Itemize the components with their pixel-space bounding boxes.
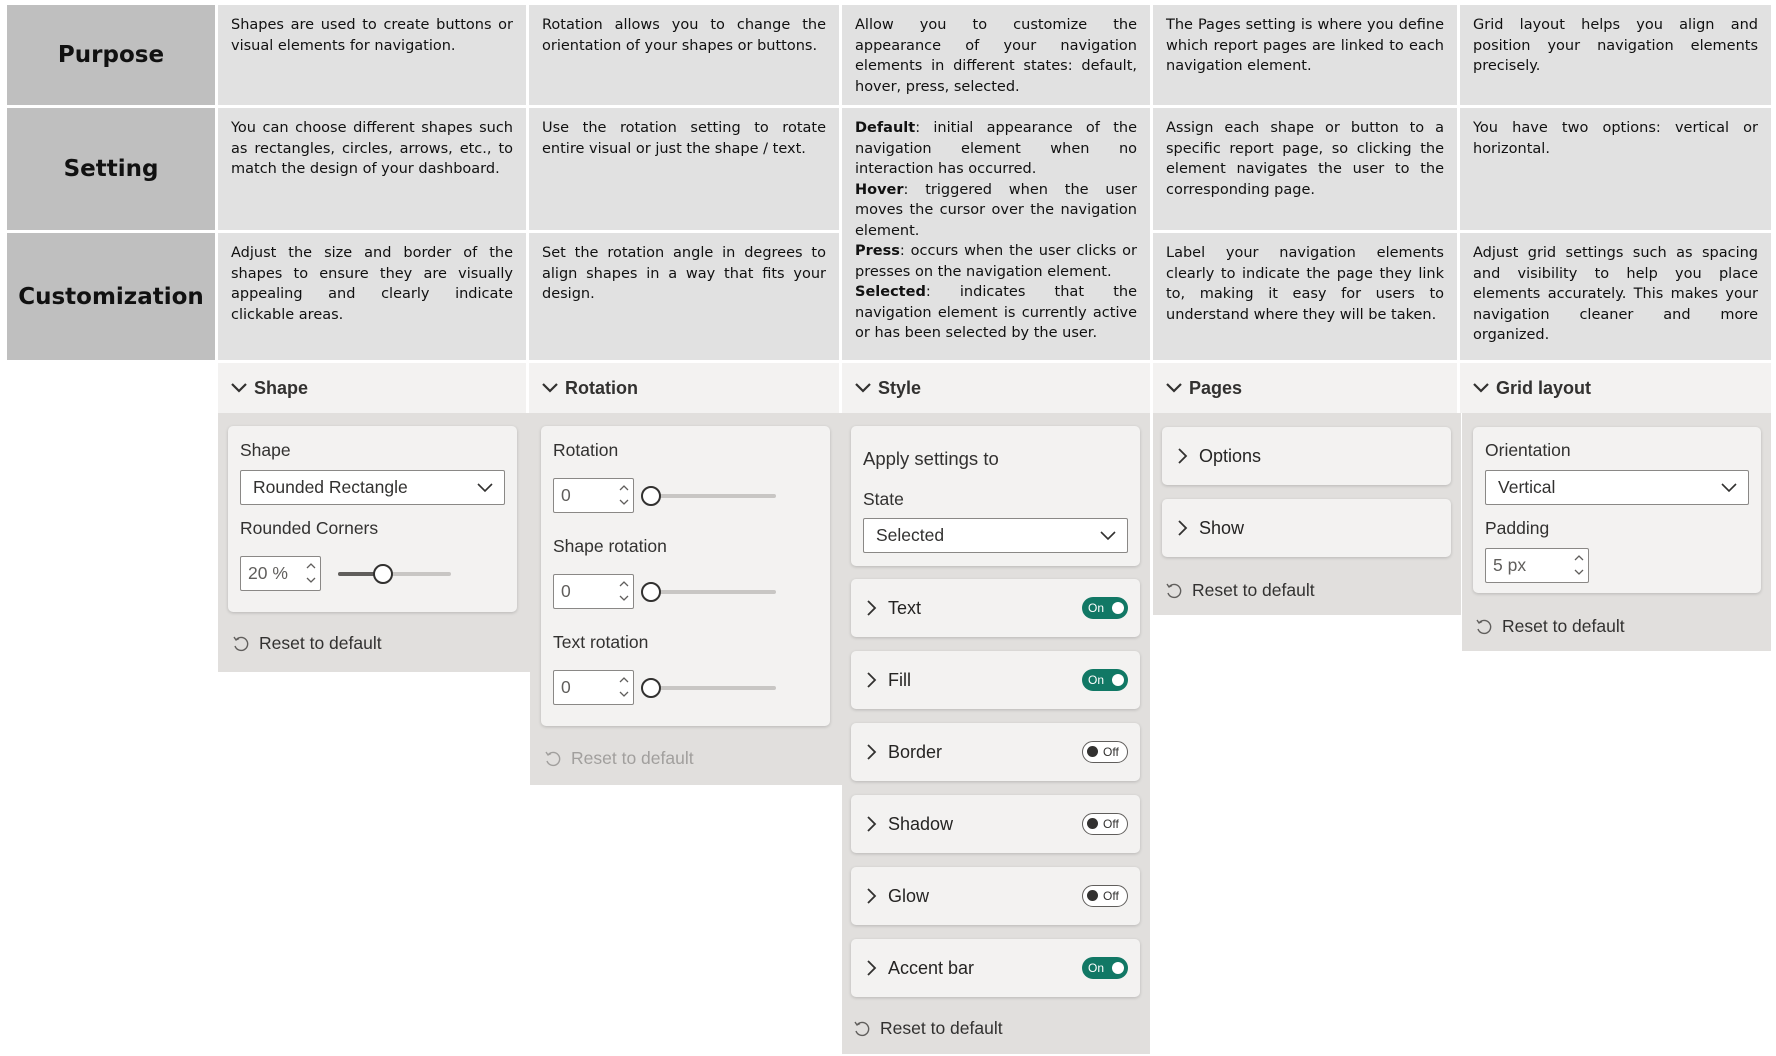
shape-rotation-spinner[interactable] — [553, 574, 634, 609]
fill-toggle[interactable] — [1082, 669, 1128, 691]
cell-custom-rotation — [529, 233, 839, 360]
pane-title: Grid layout — [1496, 377, 1592, 398]
grid-layout-card — [1473, 427, 1761, 593]
shape-pane-header[interactable] — [218, 363, 526, 413]
reset-icon — [853, 1020, 871, 1038]
spin-arrows-icon[interactable] — [618, 482, 630, 508]
chevron-down-icon — [1163, 377, 1185, 399]
pages-section-show[interactable] — [1162, 499, 1451, 557]
cell-purpose-pages — [1153, 5, 1457, 105]
border-toggle[interactable] — [1082, 741, 1128, 763]
chevron-right-icon — [864, 599, 880, 617]
chevron-right-icon — [864, 959, 880, 977]
apply-settings-card — [851, 426, 1140, 566]
section-label: Show — [1199, 517, 1245, 538]
text-rotation-spinner[interactable] — [553, 670, 634, 705]
padding-label: Padding — [1485, 518, 1550, 538]
pane-title: Pages — [1189, 377, 1243, 398]
toggle-label: On — [1088, 601, 1105, 615]
rounded-corners-label: Rounded Corners — [240, 518, 379, 538]
cell-text: Adjust the size and border of the shapes to ensure they are visually appealing and clearly indicate clickable areas. — [231, 245, 513, 323]
pages-section-options[interactable] — [1162, 427, 1451, 485]
orientation-dropdown-value: Vertical — [1498, 477, 1556, 497]
reset-label: Reset to default — [1502, 616, 1625, 636]
style-pane-header[interactable] — [842, 363, 1150, 413]
grid-layout-reset-button[interactable] — [1475, 616, 1625, 637]
style-section-text[interactable] — [851, 579, 1140, 637]
shape-card — [228, 426, 517, 612]
cell-text: Set the rotation angle in degrees to align shapes in a way that fits your design. — [542, 245, 826, 302]
chevron-right-icon — [1175, 519, 1191, 537]
style-section-border[interactable] — [851, 723, 1140, 781]
section-label: Options — [1199, 445, 1262, 466]
state-dropdown-value: Selected — [876, 525, 945, 545]
cell-purpose-shape — [218, 5, 526, 105]
cell-custom-grid — [1460, 233, 1771, 360]
toggle-knob — [1112, 602, 1124, 614]
text-rotation-slider-track[interactable] — [651, 686, 776, 690]
state-text: : initial appearance of the navigation element when no interaction has occurred. — [855, 120, 1137, 177]
chevron-right-icon — [864, 743, 880, 761]
text-toggle[interactable] — [1082, 597, 1128, 619]
reset-icon — [232, 635, 250, 653]
section-label: Border — [888, 741, 943, 762]
reset-label: Reset to default — [259, 633, 382, 653]
cell-text: Adjust grid settings such as spacing and visibility to help you place elements accurately. This makes your navigation cleaner and more organized. — [1473, 245, 1758, 343]
section-label: Glow — [888, 885, 930, 906]
rotation-spinner[interactable] — [553, 478, 634, 513]
glow-toggle[interactable] — [1082, 885, 1128, 907]
pane-title: Style — [878, 377, 922, 398]
state-text: : occurs when the user clicks or presses on the navigation element. — [855, 243, 1137, 280]
cell-setting-rotation — [529, 108, 839, 230]
cell-text: The Pages setting is where you define which report pages are linked to each navigation element. — [1166, 17, 1444, 74]
toggle-label: On — [1088, 673, 1105, 687]
reset-icon — [544, 750, 562, 768]
rotation-slider-thumb[interactable] — [641, 486, 661, 506]
state-term: Hover — [855, 181, 904, 198]
shape-label: Shape — [240, 440, 291, 460]
toggle-knob — [1112, 674, 1124, 686]
accent-bar-toggle[interactable] — [1082, 957, 1128, 979]
orientation-dropdown[interactable] — [1485, 470, 1749, 505]
cell-purpose-style — [842, 5, 1150, 105]
pane-title: Rotation — [565, 377, 638, 398]
style-section-fill[interactable] — [851, 651, 1140, 709]
pages-reset-button[interactable] — [1165, 580, 1315, 601]
shape-rotation-value: 0 — [561, 581, 571, 601]
cell-text: Allow you to customize the appearance of your navigation elements in different states: default, hover, press, selected. — [855, 17, 1137, 95]
reset-label: Reset to default — [880, 1018, 1003, 1038]
chevron-down-icon — [852, 377, 874, 399]
shape-rotation-slider-thumb[interactable] — [641, 582, 661, 602]
cell-purpose-rotation — [529, 5, 839, 105]
chevron-down-icon — [476, 482, 494, 494]
chevron-down-icon — [228, 377, 250, 399]
state-text: : triggered when the user moves the cursor over the navigation element. — [855, 181, 1137, 239]
cell-purpose-grid — [1460, 5, 1771, 105]
state-term: Default — [855, 120, 916, 136]
toggle-label: On — [1088, 961, 1105, 975]
chevron-right-icon — [1175, 447, 1191, 465]
style-state-default — [855, 118, 1137, 180]
text-rotation-slider-thumb[interactable] — [641, 678, 661, 698]
text-rotation-value: 0 — [561, 677, 571, 697]
section-label: Shadow — [888, 813, 954, 834]
padding-value: 5 px — [1493, 555, 1527, 575]
spin-arrows-icon[interactable] — [305, 560, 317, 586]
cell-custom-pages — [1153, 233, 1457, 360]
rounded-corners-value: 20 % — [248, 563, 288, 583]
row-header-purpose: Purpose — [7, 5, 215, 105]
toggle-label: Off — [1103, 745, 1119, 759]
rotation-label: Rotation — [553, 440, 619, 460]
chevron-right-icon — [864, 815, 880, 833]
rotation-value: 0 — [561, 485, 571, 505]
spin-arrows-icon[interactable] — [1573, 552, 1585, 578]
cell-text: Shapes are used to create buttons or visual elements for navigation. — [231, 17, 513, 54]
row-header-customization: Customization — [7, 233, 215, 360]
cell-text: Assign each shape or button to a specific report page, so clicking the element navigates the user to the corresponding page. — [1166, 120, 1444, 198]
chevron-down-icon — [1470, 377, 1492, 399]
cell-text: Grid layout helps you align and position your navigation elements precisely. — [1473, 17, 1758, 74]
rounded-corners-slider-thumb[interactable] — [373, 564, 393, 584]
style-state-selected — [855, 282, 1137, 344]
style-section-accent-bar[interactable] — [851, 939, 1140, 997]
padding-spinner[interactable] — [1485, 548, 1589, 583]
cell-custom-shape — [218, 233, 526, 360]
state-label: State — [863, 489, 904, 509]
style-section-shadow[interactable] — [851, 795, 1140, 853]
cell-text: Use the rotation setting to rotate entire visual or just the shape / text. — [542, 120, 826, 157]
orientation-label: Orientation — [1485, 440, 1571, 460]
reset-label: Reset to default — [571, 748, 694, 768]
apply-settings-label: Apply settings to — [863, 448, 999, 469]
text-rotation-label: Text rotation — [553, 632, 649, 652]
shape-reset-button[interactable] — [232, 633, 382, 654]
toggle-knob — [1087, 746, 1098, 757]
rotation-slider-track[interactable] — [651, 494, 776, 498]
row-header-setting: Setting — [7, 108, 215, 230]
spin-arrows-icon[interactable] — [618, 674, 630, 700]
toggle-knob — [1087, 818, 1098, 829]
cell-text: You can choose different shapes such as rectangles, circles, arrows, etc., to match the design of your dashboard. — [231, 120, 513, 177]
cell-text: Label your navigation elements clearly to indicate the page they link to, making it easy for users to understand where they will be taken. — [1166, 245, 1444, 323]
pane-title: Shape — [254, 377, 309, 398]
chevron-right-icon — [864, 671, 880, 689]
spin-arrows-icon[interactable] — [618, 578, 630, 604]
reset-icon — [1475, 618, 1493, 636]
chevron-down-icon — [1099, 530, 1117, 542]
style-state-hover — [855, 180, 1137, 242]
toggle-label: Off — [1103, 817, 1119, 831]
cell-text: You have two options: vertical or horizontal. — [1473, 120, 1758, 157]
cell-style-states — [842, 108, 1150, 360]
toggle-knob — [1087, 890, 1098, 901]
chevron-down-icon — [539, 377, 561, 399]
shadow-toggle[interactable] — [1082, 813, 1128, 835]
rotation-card — [541, 426, 830, 726]
reset-icon — [1165, 582, 1183, 600]
shape-dropdown-value: Rounded Rectangle — [253, 477, 408, 497]
style-state-press — [855, 241, 1137, 282]
pages-pane-header[interactable] — [1153, 363, 1457, 413]
grid-layout-pane-header[interactable] — [1460, 363, 1771, 413]
cell-setting-grid — [1460, 108, 1771, 230]
chevron-down-icon — [1720, 482, 1738, 494]
cell-setting-pages — [1153, 108, 1457, 230]
reset-label: Reset to default — [1192, 580, 1315, 600]
style-section-glow[interactable] — [851, 867, 1140, 925]
state-term: Press — [855, 243, 900, 259]
state-text: : indicates that the navigation element is currently active or has been selected by the user. — [855, 284, 1137, 341]
cell-text: Rotation allows you to change the orientation of your shapes or buttons. — [542, 17, 826, 54]
chevron-right-icon — [864, 887, 880, 905]
shape-rotation-label: Shape rotation — [553, 536, 667, 556]
state-term: Selected — [855, 284, 926, 300]
state-dropdown[interactable] — [863, 518, 1128, 553]
shape-dropdown[interactable] — [240, 470, 505, 505]
section-label: Fill — [888, 669, 911, 690]
rounded-corners-spinner[interactable] — [240, 556, 321, 591]
section-label: Accent bar — [888, 957, 975, 978]
rotation-pane-header[interactable] — [529, 363, 839, 413]
toggle-knob — [1112, 962, 1124, 974]
shape-rotation-slider-track[interactable] — [651, 590, 776, 594]
cell-setting-shape — [218, 108, 526, 230]
rotation-reset-button[interactable] — [544, 748, 694, 769]
section-label: Text — [888, 597, 922, 618]
toggle-label: Off — [1103, 889, 1119, 903]
style-reset-button[interactable] — [853, 1018, 1003, 1039]
